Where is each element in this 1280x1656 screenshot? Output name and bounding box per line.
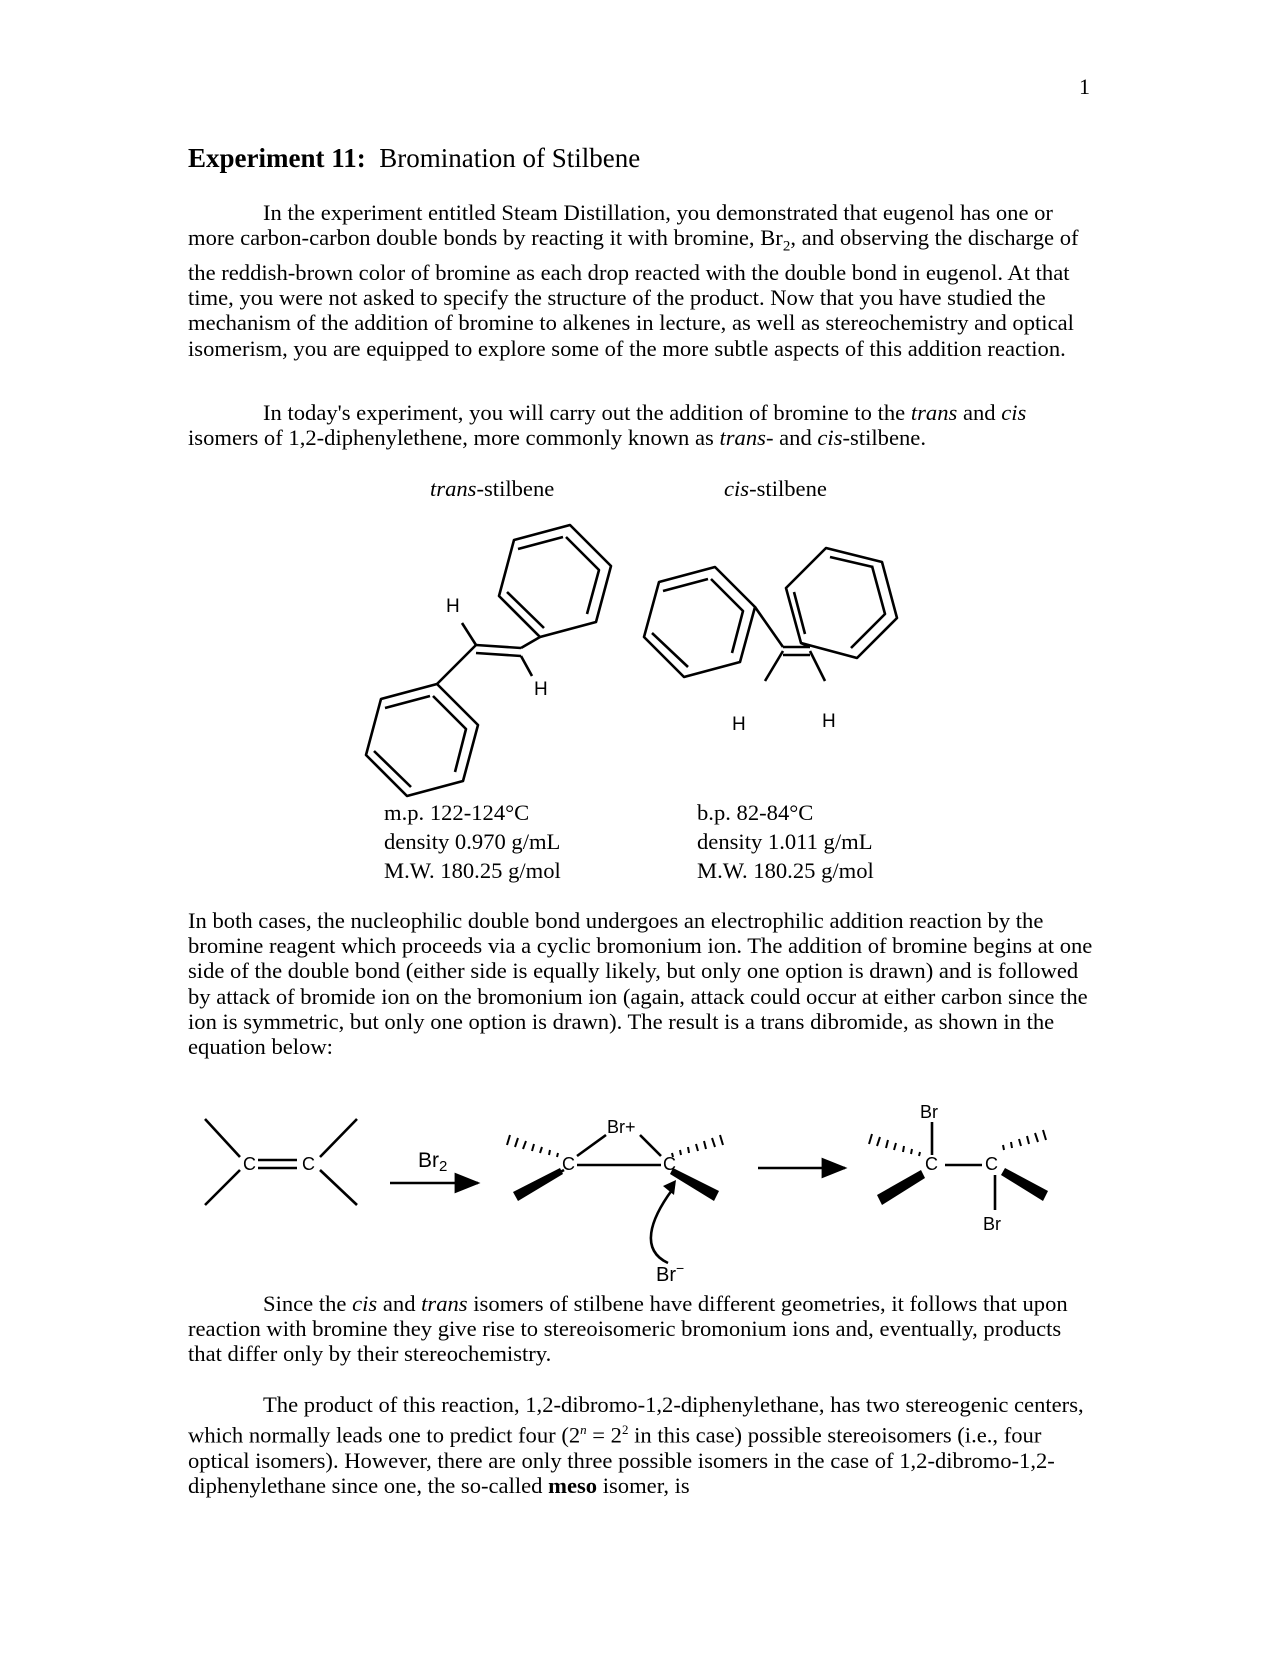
carbon-label: C <box>302 1154 315 1174</box>
italic-text: cis <box>1001 400 1027 425</box>
bromine-reagent: Br2 <box>418 1149 448 1175</box>
superscript: n <box>580 1422 587 1438</box>
italic-text: trans <box>430 476 477 501</box>
density: density 0.970 g/mL <box>384 829 561 854</box>
text: - and <box>765 425 818 451</box>
text: -stilbene <box>749 476 827 501</box>
hashed-bonds <box>507 1130 1046 1157</box>
carbon-label: C <box>985 1154 998 1174</box>
bromine-label: Br <box>983 1214 1001 1234</box>
italic-text: trans <box>910 400 958 425</box>
text: isomers of 1,2-diphenylethene, more commonly known as <box>188 425 720 451</box>
paragraph-product <box>188 1392 1093 1498</box>
hydrogen-label: H <box>534 679 548 700</box>
superscript: 2 <box>621 1422 629 1438</box>
density: density 1.011 g/mL <box>697 829 873 854</box>
title-name: Bromination of Stilbene <box>379 143 641 173</box>
bromine-label: Br <box>920 1102 938 1122</box>
hydrogen-label: H <box>822 711 836 732</box>
text: isomer, is <box>597 1473 690 1499</box>
molecular-weight: M.W. 180.25 g/mol <box>697 858 874 883</box>
italic-text: trans <box>421 1291 468 1316</box>
wedge-bonds <box>513 1168 1048 1205</box>
melting-point: m.p. 122-124°C <box>384 800 530 825</box>
subscript: 2 <box>782 238 791 255</box>
carbon-label: C <box>663 1154 676 1174</box>
text: and <box>377 1291 422 1316</box>
carbon-label: C <box>925 1154 938 1174</box>
italic-text: trans <box>719 425 766 451</box>
italic-text: cis <box>352 1291 378 1316</box>
text: -stilbene. <box>842 425 926 451</box>
text: , and observing the discharge of the reddish-brown color of bromine as each drop reacted with the double bond in eugenol. At that time, you were not asked to specify the structure of the product. Now that you have studied the mechanism of the addition of bromine to alkenes in lecture, as well as stereochemistry and optical isomerism, you are equipped to explore some of the more subtle aspects of this addition reaction. <box>188 225 1079 361</box>
carbon-label: C <box>562 1154 575 1174</box>
text: In today's experiment, you will carry out the addition of bromine to the <box>263 400 911 425</box>
paragraph-mechanism: In both cases, the nucleophilic double bond undergoes an electrophilic addition reaction by the bromine reagent which proceeds via a cyclic bromonium ion. The addition of bromine begins at one side of the double bond (either side is equally likely, but only one option is drawn) and is followed by attack of bromide ion on the bromonium ion (again, attack could occur at either carbon since the ion is symmetric, but only one option is drawn). The result is a trans dibromide, as shown in the equation below: <box>188 908 1093 1060</box>
text: in this case) possible stereoisomers (i.e., four optical isomers). However, there are only three possible isomers in the case of 1,2-dibromo-1,2-diphenylethane since one, the so-called <box>188 1422 1055 1499</box>
text: In the experiment entitled Steam Distillation, you demonstrated that eugenol has one or more carbon-carbon double bonds by reacting it with bromine, Br <box>188 200 1053 251</box>
paragraph-stereoisomers <box>188 1291 1093 1367</box>
title-number: Experiment 11: <box>188 143 366 173</box>
bromide-ion-label: Br− <box>656 1260 685 1286</box>
italic-text: cis <box>724 476 750 501</box>
molecular-weight: M.W. 180.25 g/mol <box>384 858 561 883</box>
text: and <box>957 400 1002 425</box>
hydrogen-label: H <box>732 714 746 735</box>
text: -stilbene <box>476 476 555 501</box>
boiling-point: b.p. 82-84°C <box>697 800 814 825</box>
bromonium-label: Br+ <box>607 1117 636 1137</box>
page-number: 1 <box>1079 74 1090 99</box>
alkene-structure <box>205 1119 357 1205</box>
italic-text: cis <box>817 425 843 451</box>
carbon-label: C <box>243 1154 256 1174</box>
text: = 2 <box>586 1422 622 1448</box>
text: The product of this reaction, 1,2-dibromo-1,2-diphenylethane, has two stereogenic centers, which normally leads one to predict four (2 <box>188 1392 1084 1448</box>
text: Since the <box>263 1291 353 1316</box>
hydrogen-label: H <box>446 596 460 617</box>
text: isomers of stilbene have different geometries, it follows that upon reaction with bromine they give rise to stereoisomeric bromonium ions and, eventually, products that differ only by their stereochemistry. <box>188 1291 1068 1367</box>
bold-text: meso <box>548 1473 598 1499</box>
